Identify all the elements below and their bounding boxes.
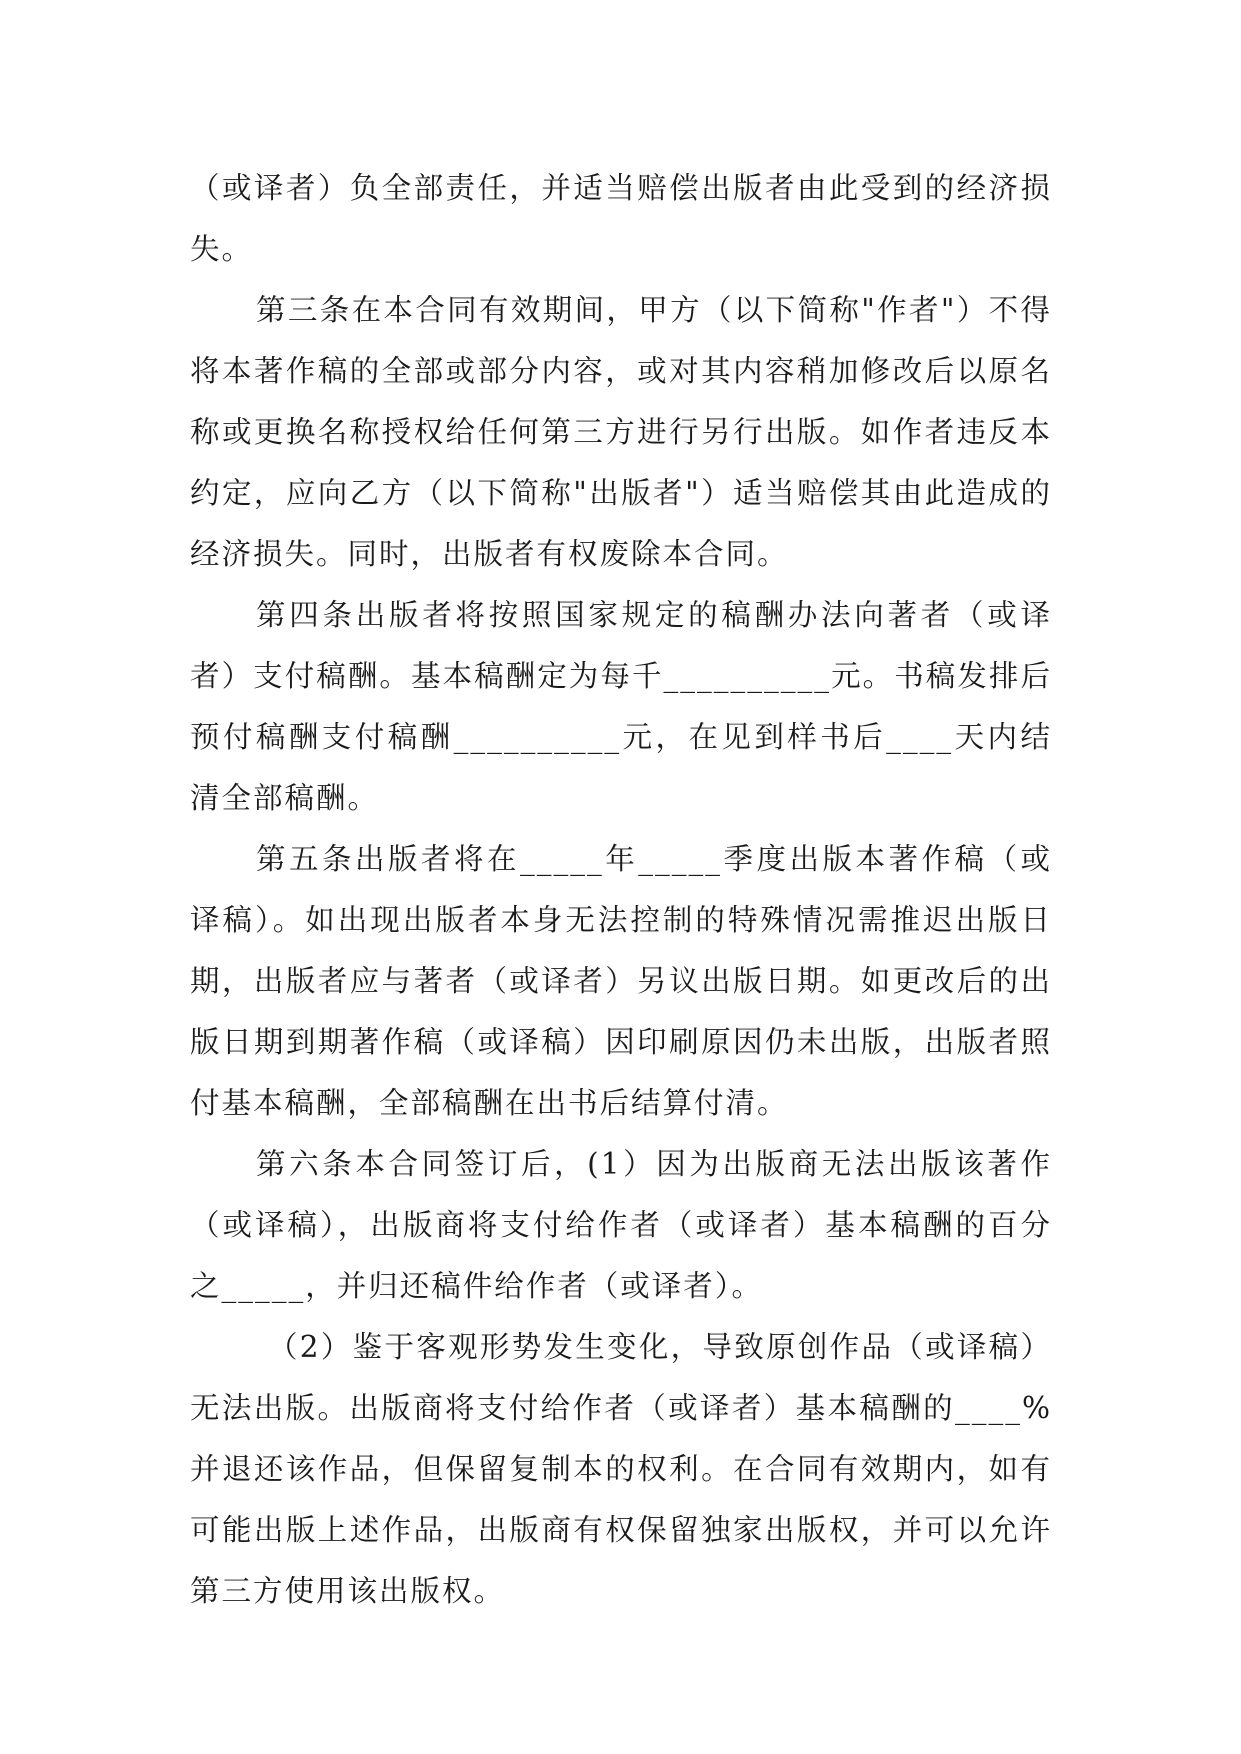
paragraph-article-5: 第五条出版者将在_____年_____季度出版本著作稿（或译稿）。如出现出版者本身无法控制的特殊情况需推迟出版日期，出版者应与著者（或译者）另议出版日期。如更改后的出版日期到期著作稿（或译稿）因印刷原因仍未出版，出版者照付基本稿酬，全部稿酬在出书后结算付清。 bbox=[190, 842, 1052, 1120]
paragraph-continuation: （或译者）负全部责任，并适当赔偿出版者由此受到的经济损失。 bbox=[190, 171, 1052, 266]
paragraph-article-6-clause-2: （2）鉴于客观形势发生变化，导致原创作品（或译稿）无法出版。出版商将支付给作者（或译者）基本稿酬的____%并退还该作品，但保留复制本的权利。在合同有效期内，如有可能出版上述作品，出版商有权保留独家出版权，并可以允许第三方使用该出版权。 bbox=[190, 1330, 1052, 1608]
paragraph-article-3: 第三条在本合同有效期间，甲方（以下简称"作者"）不得将本著作稿的全部或部分内容，或对其内容稍加修改后以原名称或更换名称授权给任何第三方进行另行出版。如作者违反本约定，应向乙方（以下简称"出版者"）适当赔偿其由此造成的经济损失。同时，出版者有权废除本合同。 bbox=[190, 293, 1052, 571]
paragraph-article-4: 第四条出版者将按照国家规定的稿酬办法向著者（或译者）支付稿酬。基本稿酬定为每千__________元。书稿发排后预付稿酬支付稿酬__________元，在见到样书后____天内结清全部稿酬。 bbox=[190, 598, 1052, 815]
paragraph-article-6: 第六条本合同签订后，(1）因为出版商无法出版该著作（或译稿），出版商将支付给作者（或译者）基本稿酬的百分之_____，并归还稿件给作者（或译者）。 bbox=[190, 1147, 1052, 1303]
document-body bbox=[190, 158, 1052, 1622]
